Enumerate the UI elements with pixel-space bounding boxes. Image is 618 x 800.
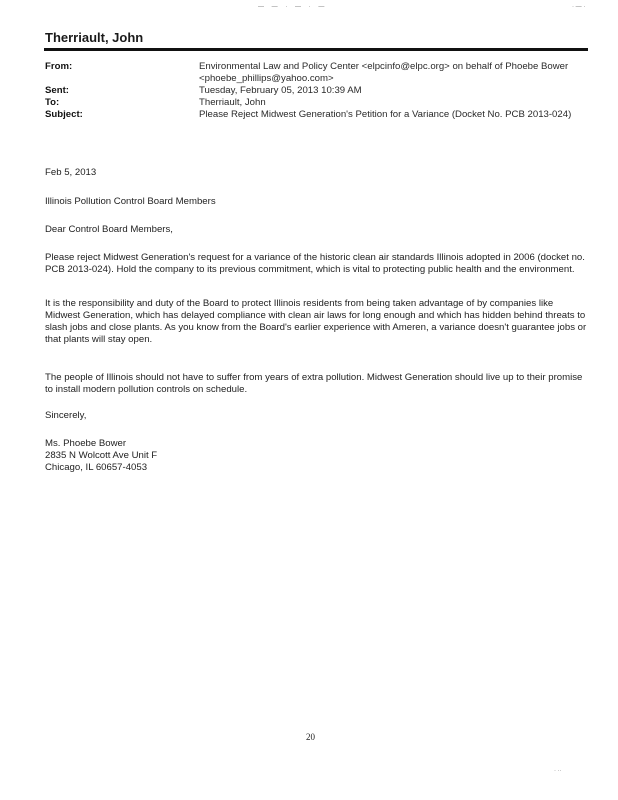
scan-mark-bottom: · ·· bbox=[554, 768, 562, 774]
email-header-fields bbox=[45, 61, 589, 121]
to-label: To: bbox=[45, 97, 60, 108]
sent-value: Tuesday, February 05, 2013 10:39 AM bbox=[199, 85, 362, 96]
from-label: From: bbox=[45, 61, 73, 72]
letter-paragraph: It is the responsibility and duty of the Board to protect Illinois residents from being taken advantage of by companies like Midwest Generation, which has delayed compliance with clean air laws for long enough and which has hidden behind threats to slash jobs and close plants. As you know from the Board's earlier experience with Ameren, a variance doesn't guarantee jobs or that plants will stay open. bbox=[45, 298, 587, 345]
from-value: Environmental Law and Policy Center <elpcinfo@elpc.org> on behalf of Phoebe Bower <phoebe_phillips@yahoo.com> bbox=[199, 61, 569, 84]
signature-block bbox=[45, 438, 157, 474]
from-row bbox=[45, 61, 589, 85]
to-value: Therriault, John bbox=[199, 97, 266, 108]
letter-paragraph: The people of Illinois should not have to suffer from years of extra pollution. Midwest Generation should live up to their promise to install modern pollution controls on schedule. bbox=[45, 372, 583, 395]
to-row bbox=[45, 97, 589, 109]
signature-city: Chicago, IL 60657-4053 bbox=[45, 462, 148, 473]
mailbox-owner-name: Therriault, John bbox=[45, 30, 144, 45]
subject-row bbox=[45, 109, 589, 121]
letter-date: Feb 5, 2013 bbox=[45, 167, 97, 178]
letter-closing: Sincerely, bbox=[45, 410, 87, 421]
subject-value: Please Reject Midwest Generation's Petition for a Variance (Docket No. PCB 2013-024) bbox=[199, 109, 572, 120]
letter-paragraph: Please reject Midwest Generation's request for a variance of the historic clean air standards Illinois adopted in 2006 (docket no. PCB 2013-024). Hold the company to its previous commitment, which is vital to protecting public health and the environment. bbox=[45, 252, 585, 275]
scan-mark-top: — — · — · — bbox=[258, 4, 328, 10]
letter-recipients: Illinois Pollution Control Board Members bbox=[45, 196, 216, 207]
scan-mark-top-right: · — · bbox=[572, 4, 586, 10]
page-number: 20 bbox=[306, 732, 315, 742]
letter-salutation: Dear Control Board Members, bbox=[45, 224, 173, 235]
sent-row bbox=[45, 85, 589, 97]
header-divider bbox=[44, 48, 588, 51]
signature-name: Ms. Phoebe Bower bbox=[45, 438, 127, 449]
sent-label: Sent: bbox=[45, 85, 69, 96]
subject-label: Subject: bbox=[45, 109, 83, 120]
signature-street: 2835 N Wolcott Ave Unit F bbox=[45, 450, 158, 461]
